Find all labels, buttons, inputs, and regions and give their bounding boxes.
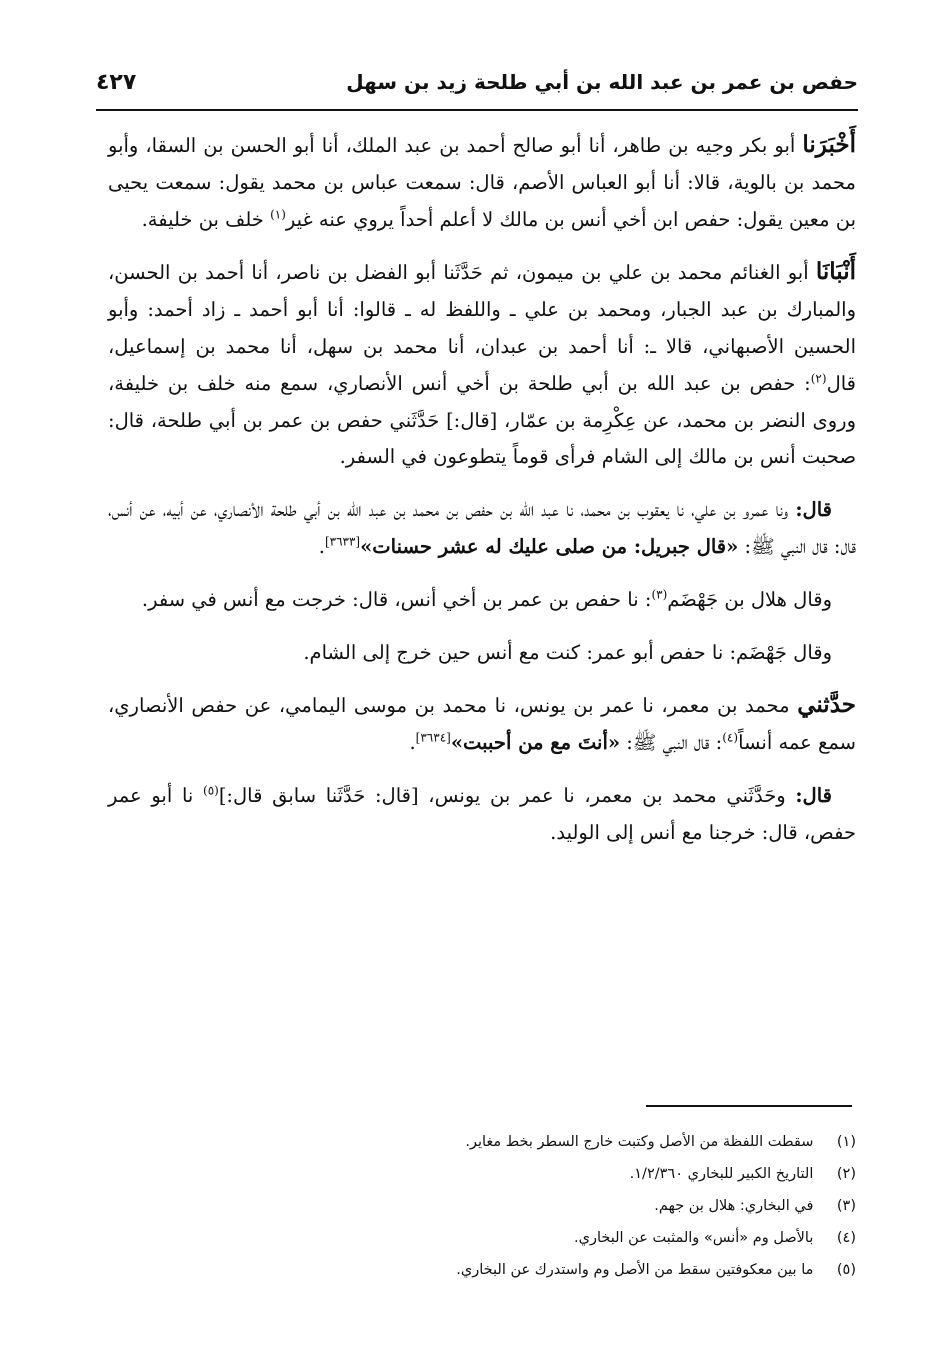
paragraph-3 xyxy=(108,492,856,566)
body-text xyxy=(108,127,856,868)
paragraph-text: وحَدَّثَني محمد بن معمر، نا عمر بن يونس، [قال: حَدَّثَنا سابق قال:] xyxy=(218,783,796,807)
paragraph-lead: أَنْبَانَا xyxy=(815,258,856,286)
page-number: ٤٢٧ xyxy=(96,70,137,95)
hadith-quote: «قال جبريل: من صلى عليك له عشر حسنات» xyxy=(360,534,739,558)
paragraph-text: وقال جَهْضَم: نا حفص أبو عمر: كنت مع أنس حين خرج إلى الشام. xyxy=(303,640,832,664)
footnote-item xyxy=(300,1254,856,1286)
paragraph-tail: . xyxy=(409,731,416,755)
header-rule xyxy=(96,109,858,111)
footnote-ref: (٥) xyxy=(203,783,219,798)
footnote-text: بالأصل وم «أنس» والمثبت عن البخاري. xyxy=(573,1230,814,1246)
footnote-number: (٣) xyxy=(836,1198,856,1214)
footnote-item xyxy=(300,1158,856,1190)
footnote-ref: (٤) xyxy=(722,730,739,745)
footnote-ref: (٢) xyxy=(810,371,827,386)
paragraph-text: أبو الغنائم محمد بن علي بن ميمون، ثم حَدَّثَنا أبو الفضل بن ناصر، أنا أحمد بن الحسن، والمبارك بن عبد الجبار، ومحمد بن علي ـ واللفظ له ـ قالوا: أنا أبو أحمد ـ زاد أحمد: وأبو الحسين الأصبهاني، قالا ـ: أنا أحمد بن عبدان، أنا محمد بن سهل، أنا محمد بن إسماعيل، قال xyxy=(108,261,856,395)
footnote-text: في البخاري: هلال بن جهم. xyxy=(654,1198,814,1214)
paragraph-tail: : قال النبي ﷺ: xyxy=(620,731,723,755)
paragraph-text: محمد بن معمر، نا عمر بن يونس، نا محمد بن موسى اليمامي، عن حفص الأنصاري، سمع عمه أنساً xyxy=(108,694,856,755)
paragraph-tail: . xyxy=(318,534,325,558)
paragraph-lead: قال: xyxy=(795,498,832,522)
hadith-number: [٣٦٣٣] xyxy=(324,534,361,549)
hadith-quote: «أنتَ مع من أحببت» xyxy=(450,731,621,755)
footnote-item xyxy=(300,1126,856,1158)
footnote-text: التاريخ الكبير للبخاري ١/٢/٣٦٠. xyxy=(629,1166,814,1182)
paragraph-tail: : نا حفص بن عمر بن أخي أنس، قال: خرجت مع أنس في سفر. xyxy=(141,587,652,611)
footnote-text: سقطت اللفظة من الأصل وكتبت خارج السطر بخط مغاير. xyxy=(465,1134,814,1150)
paragraph-2 xyxy=(108,254,856,476)
paragraph-tail: خلف بن خليفة. xyxy=(141,207,271,231)
paragraph-tail: : حفص بن عبد الله بن أبي طلحة بن أخي أنس الأنصاري، سمع منه خلف بن خليفة، وروى النضر بن محمد، عن عِكْرِمة بن عمّار، [قال:] حَدَّثَني حفص بن عمر بن أبي طلحة، قال: صحبت أنس بن مالك إلى الشام فرأى قوماً يتطوعون في السفر. xyxy=(108,371,856,469)
paragraph-7 xyxy=(108,778,856,852)
paragraph-text: وقال هلال بن جَهْضَم xyxy=(667,587,832,611)
footnote-ref: (٣) xyxy=(651,587,668,602)
paragraph-tail: نا أبو عمر حفص، قال: خرجنا مع أنس إلى الوليد. xyxy=(108,783,856,844)
footnote-number: (٤) xyxy=(836,1230,856,1246)
paragraph-lead: قال: xyxy=(795,783,832,807)
page-header xyxy=(96,56,858,108)
footnote-rule xyxy=(646,1105,852,1107)
paragraph-5 xyxy=(108,635,856,672)
paragraph-4 xyxy=(108,582,856,619)
footnote-number: (٥) xyxy=(836,1262,856,1278)
hadith-number: [٣٦٣٤] xyxy=(415,730,451,745)
paragraph-lead: أَخْبَرَنا xyxy=(802,131,856,158)
footnote-number: (٢) xyxy=(836,1166,856,1182)
running-title: حفص بن عمر بن عبد الله بن أبي طلحة زيد بن سهل xyxy=(346,70,858,94)
paragraph-6 xyxy=(108,687,856,762)
footnote-ref: (١) xyxy=(270,207,286,222)
paragraph-1 xyxy=(108,127,856,238)
footnote-item xyxy=(300,1222,856,1254)
footnote-number: (١) xyxy=(836,1134,856,1150)
footnotes xyxy=(300,1126,856,1286)
paragraph-text: ونا عمرو بن علي، نا يعقوب بن محمد، نا عبد الله بن حفص بن محمد بن عبد الله بن أبي طلحة الأنصاري، عن أبيه، عن أنس، قال: قال النبي ﷺ: xyxy=(108,498,856,558)
footnote-text: ما بين معكوفتين سقط من الأصل وم واستدرك عن البخاري. xyxy=(456,1262,814,1278)
footnote-item xyxy=(300,1190,856,1222)
paragraph-text: أبو بكر وجيه بن طاهر، أنا أبو صالح أحمد بن عبد الملك، أنا أبو الحسن بن السقا، وأبو محمد بن بالوية، قالا: أنا أبو العباس الأصم، قال: سمعت عباس بن محمد يقول: سمعت يحيى بن معين يقول: حفص ابن أخي أنس بن مالك لا أعلم أحداً يروي عنه غير xyxy=(108,134,856,231)
paragraph-lead: حدَّثني xyxy=(797,691,856,719)
